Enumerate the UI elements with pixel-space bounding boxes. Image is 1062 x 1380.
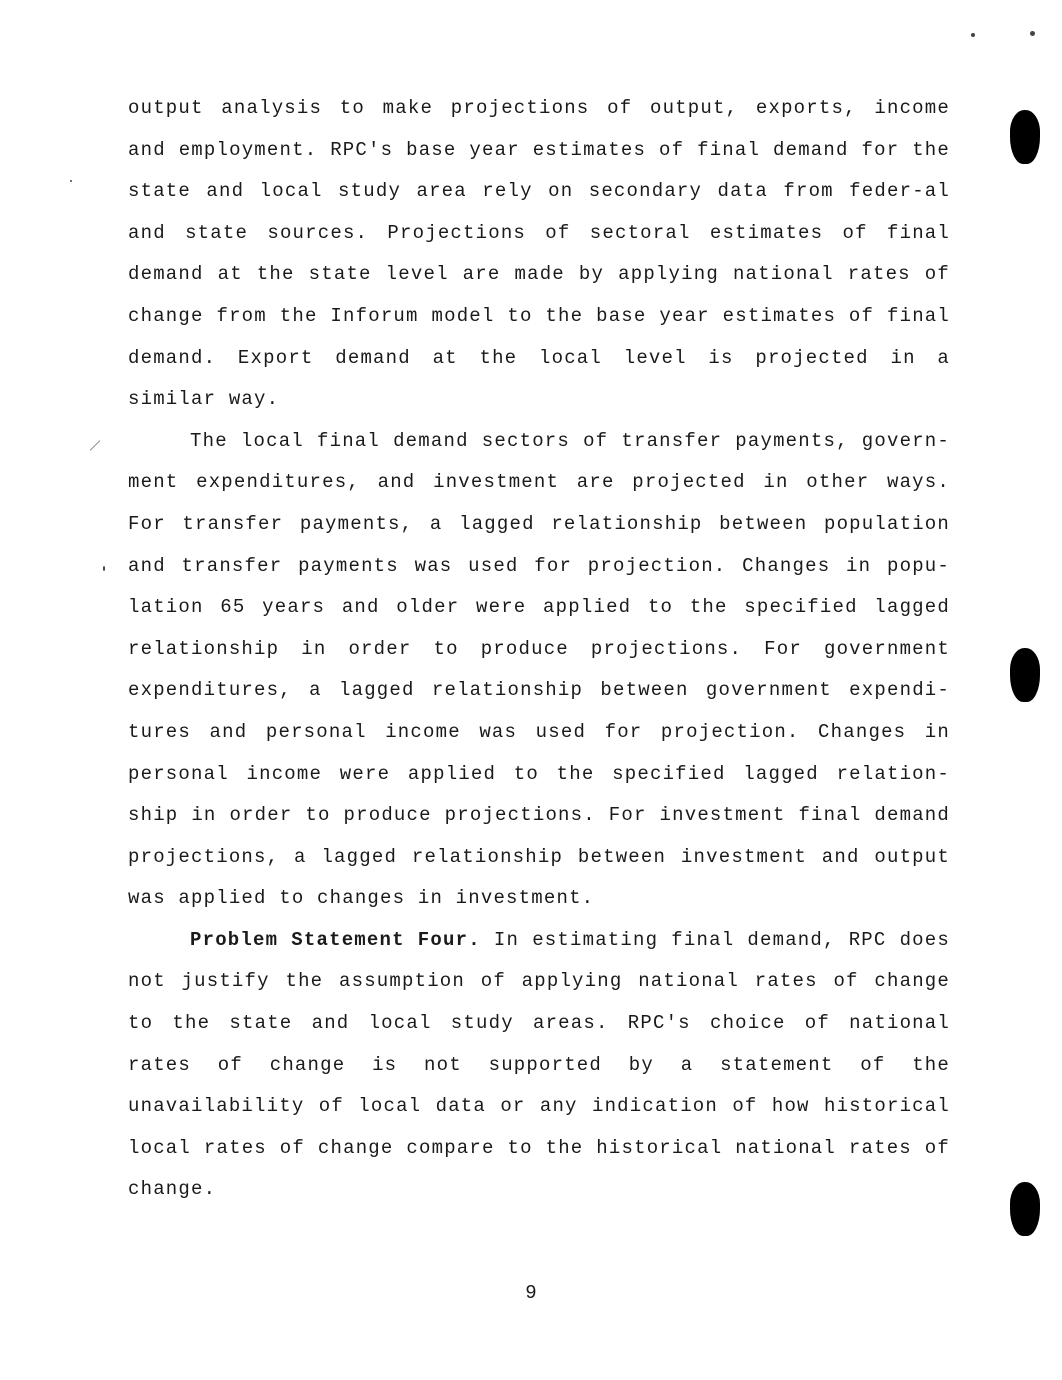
binder-hole-middle (1010, 648, 1040, 702)
paragraph-final-demand-estimates: output analysis to make projections of output, exports, income and employment. RPC's base year estimates of final demand for the state and local study area rely on secondary data from feder-al and state sources. Projections of sectoral estimates of final demand at the state level are made by applying national rates of change from the Inforum model to the base year estimates of final demand. Export demand at the local level is projected in a similar way. (128, 97, 950, 411)
binder-hole-top (1010, 110, 1040, 164)
scan-mark (90, 440, 101, 451)
paragraph-local-sectors: The local final demand sectors of transfer payments, govern-ment expenditures, and investment are projected in other ways. For transfer payments, a lagged relationship between population and transfer payments was used for projection. Changes in popu-lation 65 years and older were applied to the specified lagged relationship in order to produce projections. For government expenditures, a lagged relationship between government expendi-tures and personal income was used for projection. Changes in personal income were applied to the specified lagged relation-ship in order to produce projections. For investment final demand projections, a lagged relationship between investment and output was applied to changes in investment. (128, 429, 950, 910)
scan-speck (971, 33, 975, 37)
page-number: 9 (525, 1282, 537, 1304)
scan-speck (103, 566, 105, 571)
binder-hole-bottom (1010, 1182, 1040, 1236)
body-text (128, 88, 950, 1211)
scan-speck (1030, 31, 1035, 36)
problem-statement-heading: Problem Statement Four. (190, 928, 481, 951)
scan-speck (70, 180, 72, 182)
problem-statement-body: In estimating final demand, RPC does not justify the assumption of applying national rates of change to the state and local study areas. RPC's choice of national rates of change is not supported by a statement of the unavailability of local data or any indication of how historical local rates of change compare to the historical national rates of change. (128, 928, 950, 1201)
paragraph-problem-statement-four (128, 920, 950, 1211)
